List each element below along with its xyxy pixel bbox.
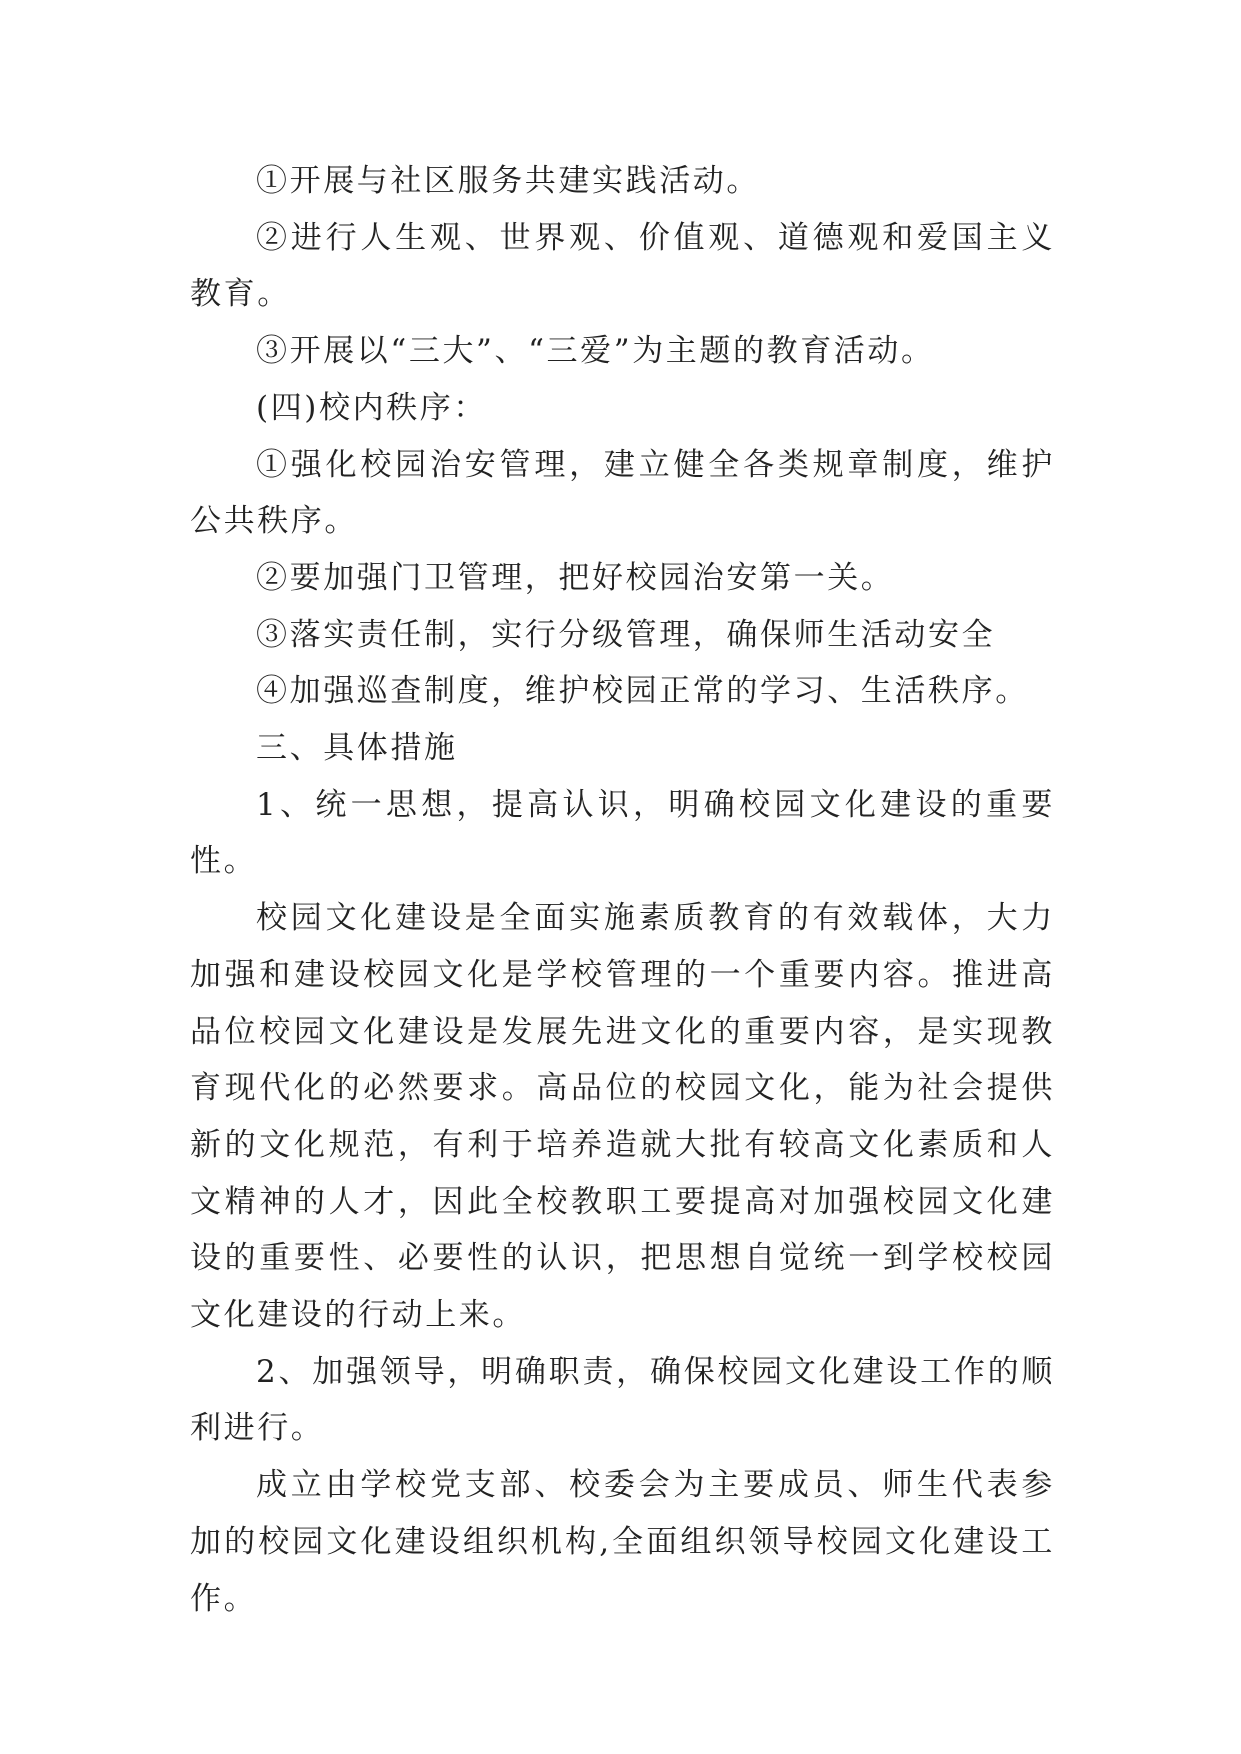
paragraph: ④加强巡查制度，维护校园正常的学习、生活秩序。: [256, 673, 1029, 710]
paragraph: 成立由学校党支部、校委会为主要成员、师生代表参加的校园文化建设组织机构,全面组织领导校园文化建设工作。: [190, 1467, 1055, 1617]
paragraph: ③落实责任制，实行分级管理，确保师生活动安全: [256, 616, 996, 653]
paragraph: ③开展以“三大”、“三爱”为主题的教育活动。: [256, 333, 935, 370]
paragraph: 校园文化建设是全面实施素质教育的有效载体，大力加强和建设校园文化是学校管理的一个重要内容。推进高品位校园文化建设是发展先进文化的重要内容，是实现教育现代化的必然要求。高品位的校园文化，能为社会提供新的文化规范，有利于培养造就大批有较高文化素质和人文精神的人才，因此全校教职工要提高对加强校园文化建设的重要性、必要性的认识，把思想自觉统一到学校校园文化建设的行动上来。: [190, 900, 1055, 1334]
subsection-heading: 1、统一思想，提高认识，明确校园文化建设的重要性。: [190, 786, 1055, 880]
paragraph: ①强化校园治安管理，建立健全各类规章制度，维护公共秩序。: [190, 446, 1055, 540]
section-heading: (四)校内秩序：: [256, 389, 487, 426]
subsection-heading: 2、加强领导，明确职责，确保校园文化建设工作的顺利进行。: [190, 1353, 1055, 1447]
paragraph: ①开展与社区服务共建实践活动。: [256, 163, 760, 199]
paragraph: ②进行人生观、世界观、价值观、道德观和爱国主义教育。: [190, 219, 1055, 313]
section-heading: 三、具体措施: [256, 730, 458, 767]
document-body: [190, 153, 1055, 1627]
paragraph: ②要加强门卫管理，把好校园治安第一关。: [256, 559, 895, 596]
